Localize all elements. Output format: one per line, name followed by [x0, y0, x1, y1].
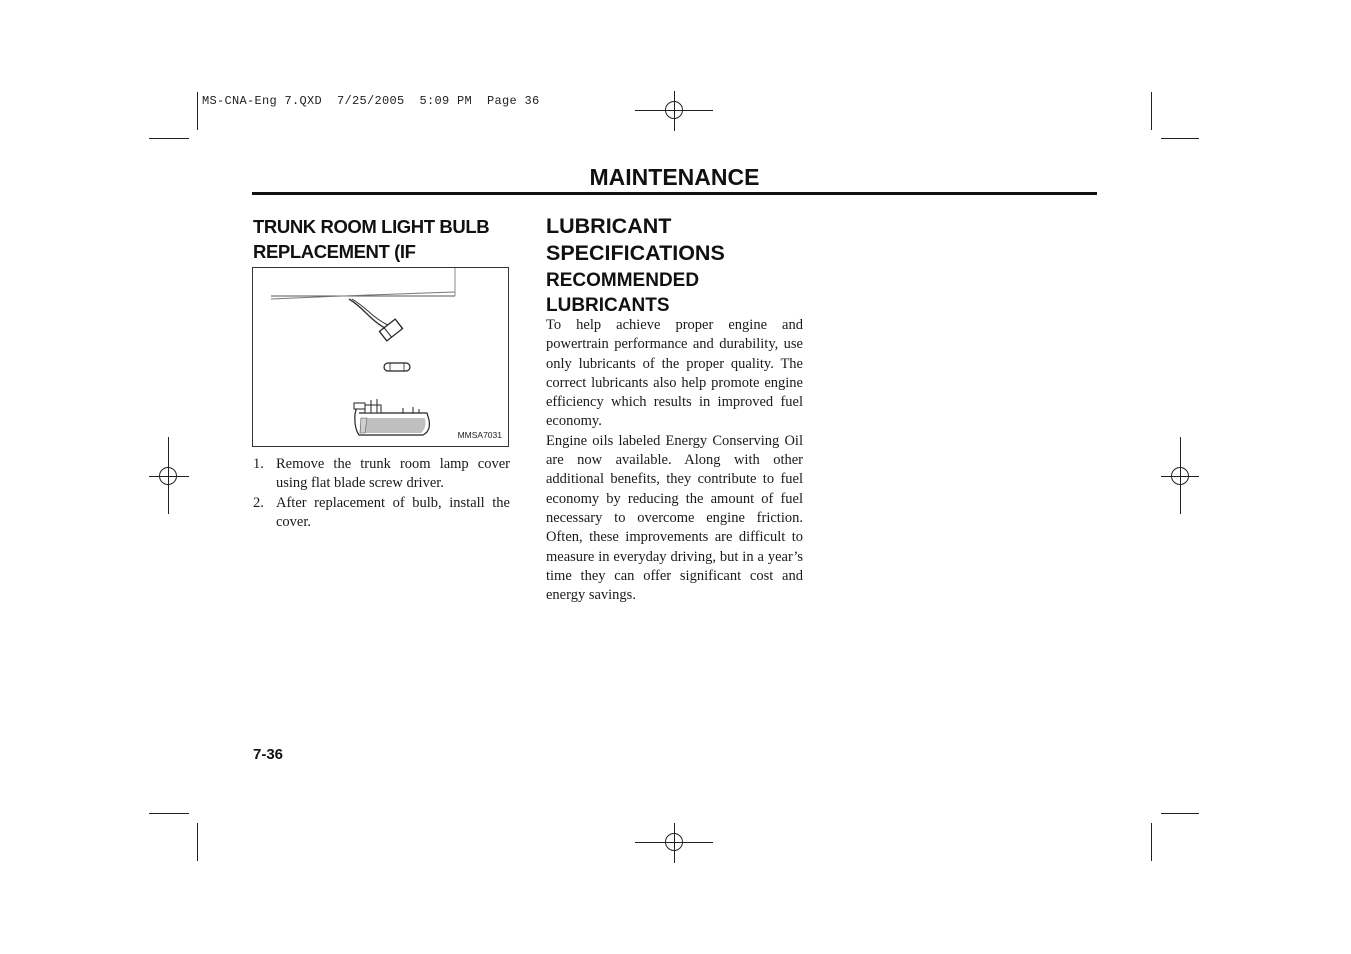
paragraph-lubricant-quality: To help achieve proper engine and powertrain performance and durability, use only lubricants of the proper quality. The correct lubricants also help promote engine efficiency which results in improved fuel economy. [546, 317, 803, 430]
step-item [253, 494, 510, 533]
step-text: After replacement of bulb, install the cover. [276, 494, 510, 530]
step-text: Remove the trunk room lamp cover using flat blade screw driver. [276, 456, 510, 492]
lubricant-body-text [546, 316, 803, 605]
trunk-light-heading-line1: TRUNK ROOM LIGHT BULB [253, 216, 490, 237]
replacement-steps [253, 455, 510, 532]
trunk-lamp-illustration [252, 267, 509, 447]
figure-code: MMSA7031 [457, 430, 502, 440]
recommended-lubricants-line1: RECOMMENDED [546, 270, 700, 291]
lubricant-spec-heading [546, 213, 806, 267]
section-title: MAINTENANCE [589, 164, 760, 190]
step-item [253, 455, 510, 494]
print-slug: MS-CNA-Eng 7.QXD 7/25/2005 5:09 PM Page 36 [202, 94, 540, 108]
recommended-lubricants-heading [546, 268, 806, 318]
lubricant-spec-heading-line1: LUBRICANT [546, 214, 672, 238]
trunk-lamp-drawing [253, 268, 508, 446]
paragraph-energy-conserving: Engine oils labeled Energy Conserving Oil are now available. Along with other additional benefits, they contribute to fuel economy by reducing the amount of fuel necessary to overcome engine friction. Often, these improvements are difficult to measure in everyday driving, but in a year’s time they can offer significant cost and energy savings. [546, 432, 803, 604]
step-number: 1. [253, 456, 264, 472]
page-number: 7-36 [253, 746, 284, 763]
section-rule [252, 192, 1097, 195]
lubricant-spec-heading-line2: SPECIFICATIONS [546, 241, 725, 265]
step-number: 2. [253, 494, 264, 511]
trunk-light-heading-line2: REPLACEMENT (IF [253, 241, 416, 262]
recommended-lubricants-line2: LUBRICANTS [546, 295, 670, 316]
